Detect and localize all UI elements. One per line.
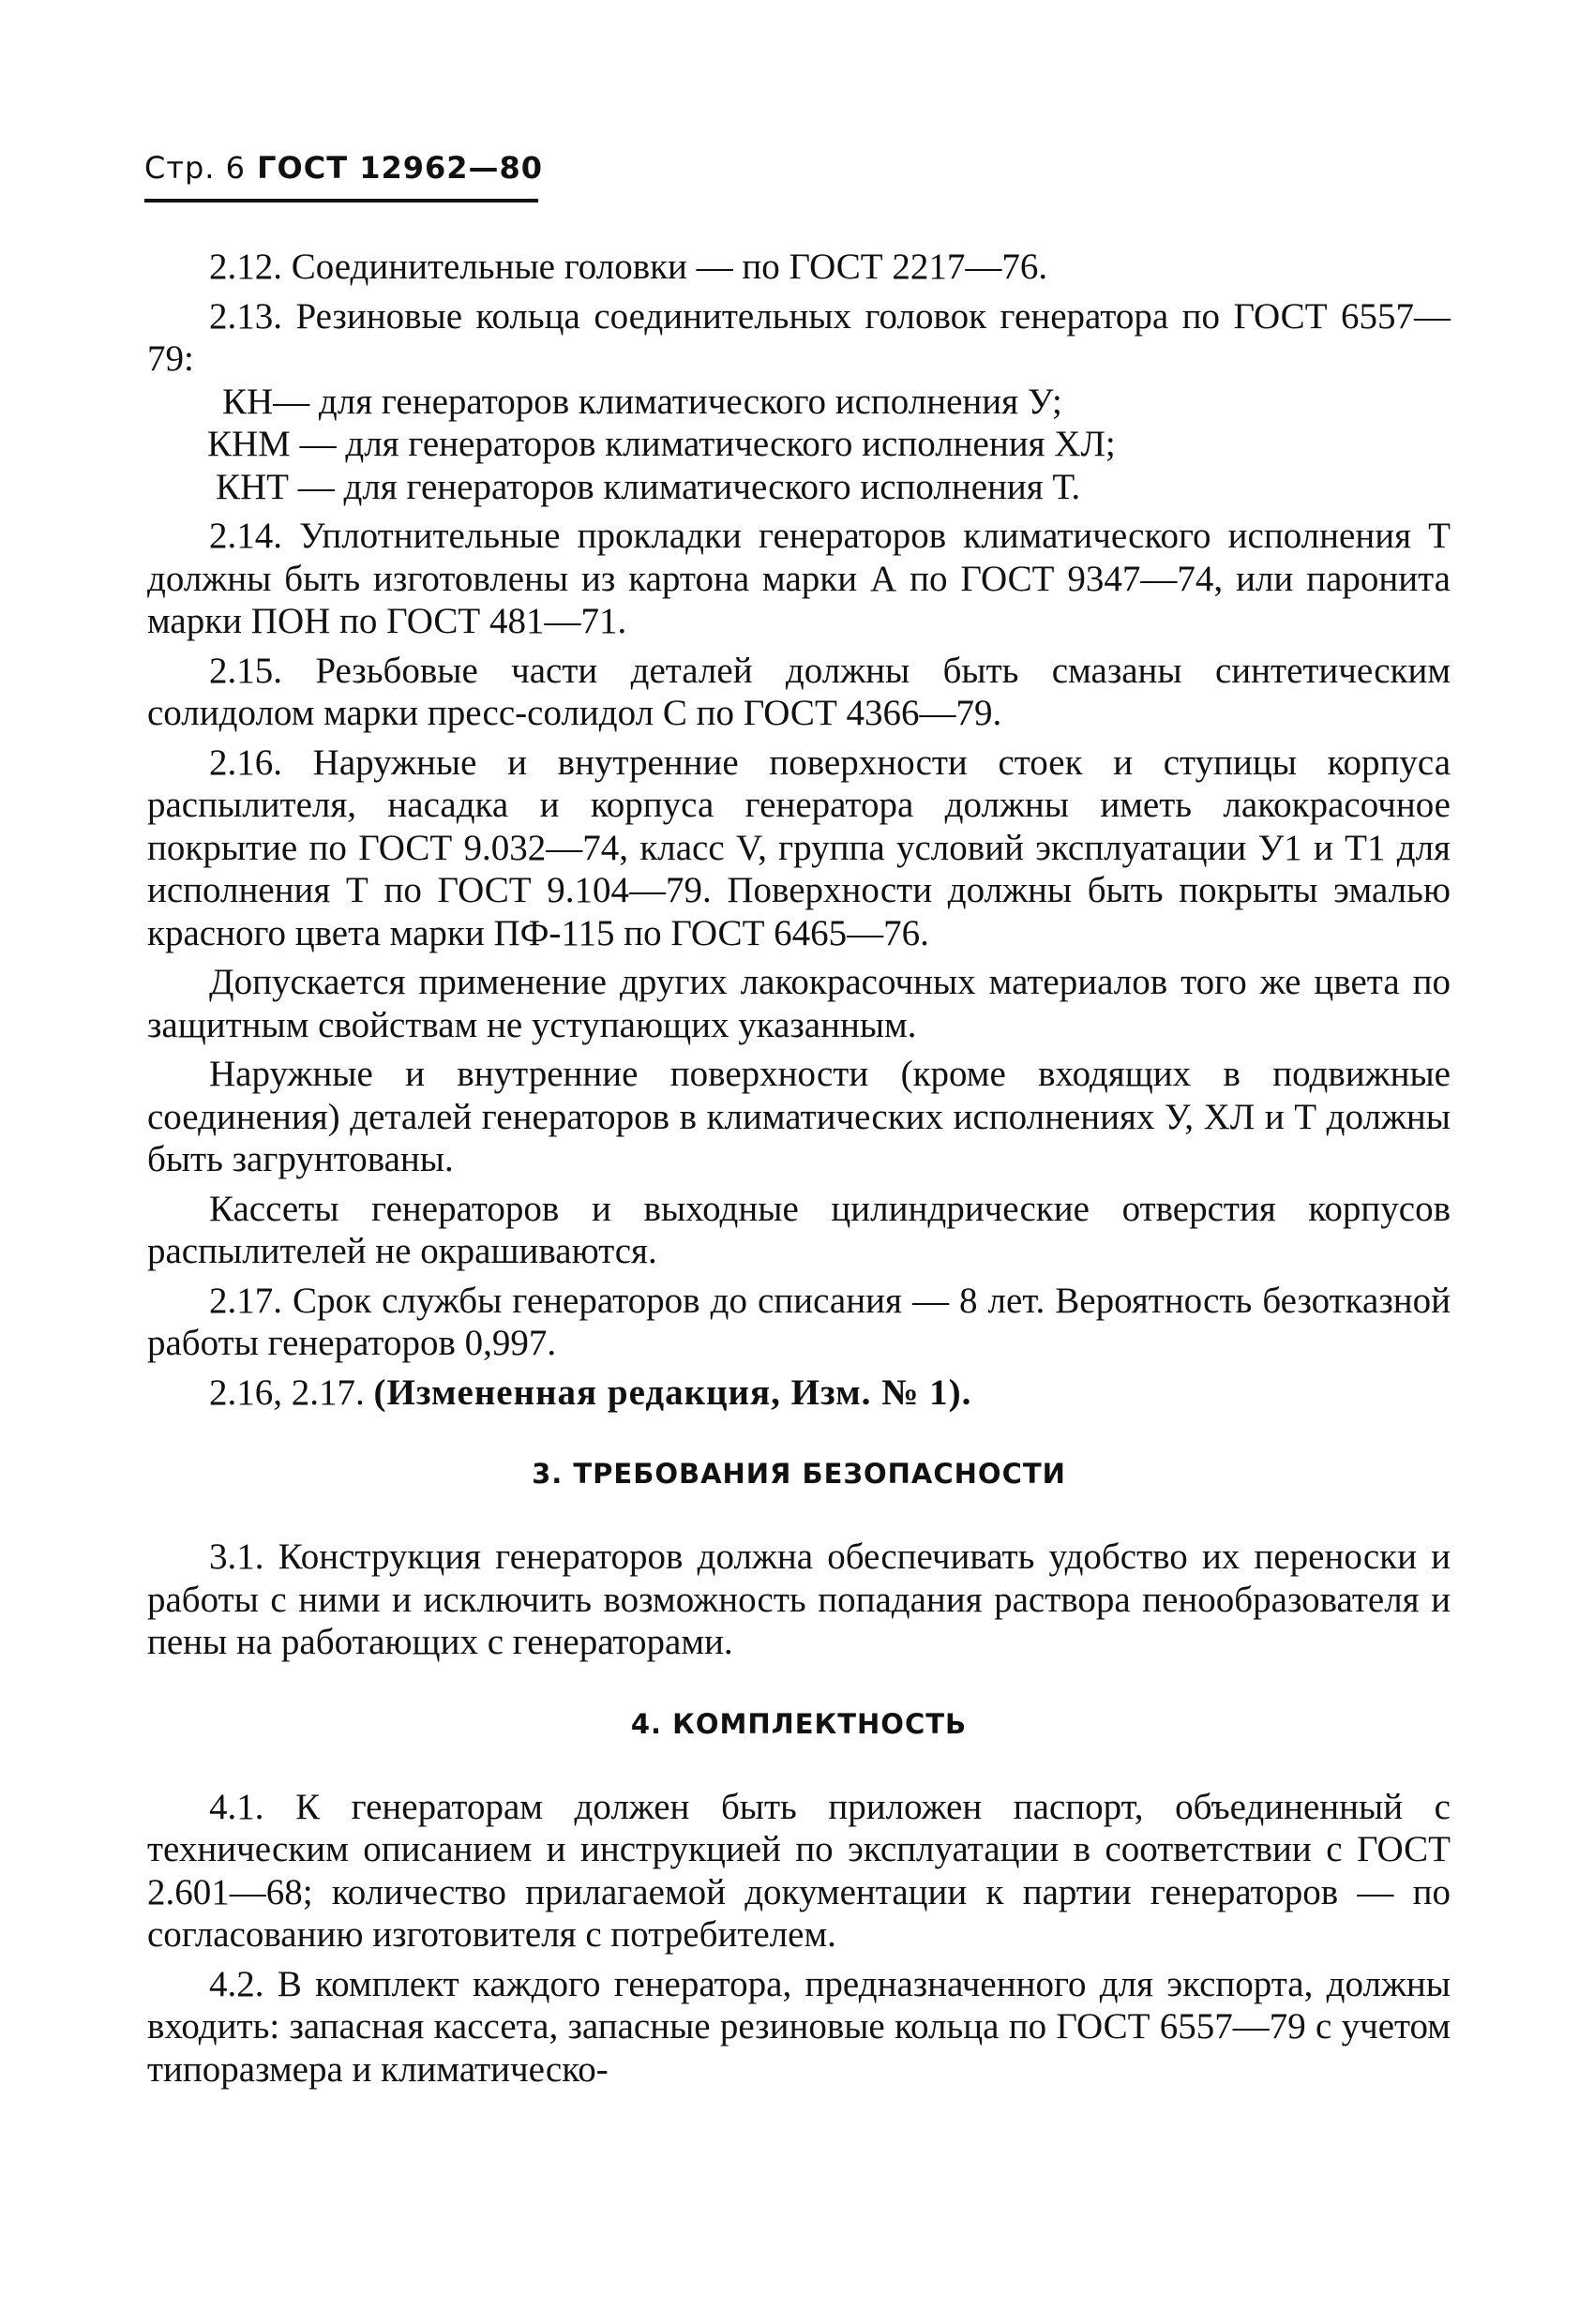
amendment-text: (Измененная редакция, Изм. № 1). [373,1372,972,1413]
amendment-clause-ref: 2.16, 2.17. [209,1372,365,1413]
document-body [147,246,1451,2097]
standard-designation: ГОСТ 12962—80 [257,150,544,186]
clause-2-15: 2.15. Резьбовые части деталей должны быть смазаны синтетическим солидолом марки пресс-солидол С по ГОСТ 4366—79. [147,650,1451,733]
clause-4-2: 4.2. В комплект каждого генератора, предназначенного для экспорта, должны входить: запасная кассета, запасные резиновые кольца по ГОСТ 6557—79 с учетом типоразмера и климатическо- [147,1963,1451,2090]
clause-4-1: 4.1. К генераторам должен быть приложен паспорт, объединенный с техническим описанием и инструкцией по эксплуатации в соответствии с ГОСТ 2.601—68; количество прилагаемой документации к партии генераторов — по согласованию изготовителя с потребителем. [147,1786,1451,1955]
section-heading-completeness: 4. КОМПЛЕКТНОСТЬ [630,1707,968,1740]
clause-2-16-paragraph-2: Допускается применение других лакокрасочных материалов того же цвета по защитным свойствам не уступающих указанным. [147,962,1451,1045]
page-number-label: Стр. 6 [144,150,246,186]
clause-2-13-item-kn: КН— для генераторов климатического исполнения У; [222,381,1062,422]
header-rule [144,199,538,202]
clause-2-13: 2.13. Резиновые кольца соединительных головок генератора по ГОСТ 6557—79: [147,295,1451,379]
clause-2-16-paragraph-4: Кассеты генераторов и выходные цилиндрические отверстия корпусов распылителей не окрашиваются. [147,1188,1451,1271]
clause-3-1: 3.1. Конструкция генераторов должна обеспечивать удобство их переноски и работы с ними и исключить возможность попадания раствора пенообразователя и пены на работающих с генераторами. [147,1537,1451,1662]
running-header [144,150,543,186]
clause-2-12: 2.12. Соединительные головки — по ГОСТ 2217—76. [209,247,1048,287]
clause-2-14: 2.14. Уплотнительные прокладки генераторов климатического исполнения Т должны быть изготовлены из картона марки А по ГОСТ 9347—74, или паронита марки ПОН по ГОСТ 481—71. [147,516,1451,641]
clause-2-17: 2.17. Срок службы генераторов до списания — 8 лет. Вероятность безотказной работы генераторов 0,997. [147,1280,1451,1363]
amendment-note [147,1372,1451,1415]
clause-2-13-item-knm: КНМ — для генераторов климатического исполнения ХЛ; [207,424,1116,464]
section-heading-safety: 3. ТРЕБОВАНИЯ БЕЗОПАСНОСТИ [532,1458,1066,1490]
clause-2-16-paragraph-3: Наружные и внутренние поверхности (кроме входящих в подвижные соединения) деталей генераторов в климатических исполнениях У, ХЛ и Т должны быть загрунтованы. [147,1054,1451,1179]
clause-2-13-item-knt: КНТ — для генераторов климатического исполнения Т. [216,466,1081,507]
clause-2-16: 2.16. Наружные и внутренние поверхности стоек и ступицы корпуса распылителя, насадка и корпуса генератора должны иметь лакокрасочное покрытие по ГОСТ 9.032—74, класс V, группа условий эксплуатации У1 и Т1 для исполнения Т по ГОСТ 9.104—79. Поверхности должны быть покрыты эмалью красного цвета марки ПФ-115 по ГОСТ 6465—76. [147,742,1451,953]
